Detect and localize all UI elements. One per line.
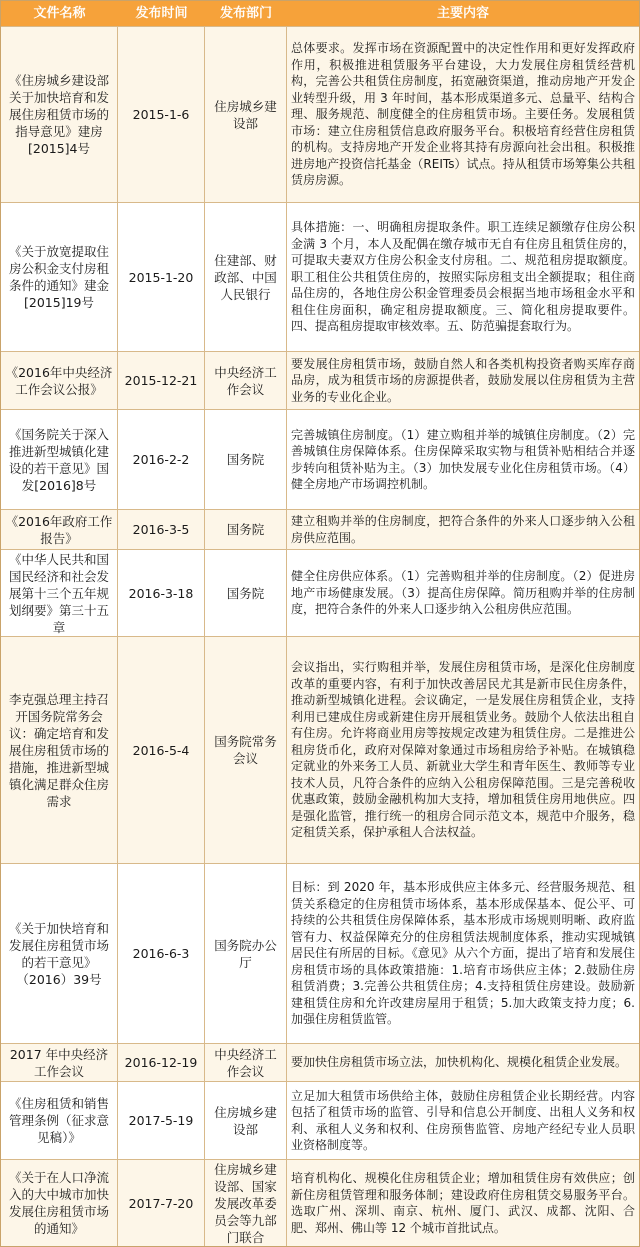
department-cell: 住房城乡建设部 [205, 1082, 287, 1159]
table-row [1, 26, 639, 202]
table-row [1, 1159, 639, 1246]
table-row [1, 549, 639, 636]
table-row [1, 509, 639, 549]
table-row [1, 1081, 639, 1159]
date-cell: 2015-12-21 [118, 352, 205, 409]
content-cell [287, 410, 639, 509]
date-cell: 2016-3-5 [118, 510, 205, 549]
file-name-cell: 2017 年中央经济工作会议 [1, 1044, 118, 1081]
file-name-cell: 《住房租赁和销售管理条例（征求意见稿）》 [1, 1082, 118, 1159]
content-cell [287, 1160, 639, 1246]
department-cell: 国务院 [205, 410, 287, 509]
date-cell: 2016-12-19 [118, 1044, 205, 1081]
content-cell [287, 352, 639, 409]
file-name-cell: 《2016年中央经济工作会议公报》 [1, 352, 118, 409]
department-cell: 国务院常务会议 [205, 637, 287, 863]
header-file-name: 文件名称 [33, 6, 86, 21]
date-cell: 2015-1-6 [118, 27, 205, 202]
content-text: 会议指出，实行购租并举，发展住房租赁市场，是深化住房制度改革的重要内容，有利于加快改善居民尤其是新市民住房条件，推动新型城镇化进程。会议确定，一是发展住房租赁企业，支持利用已建成住房或新建住房开展租赁业务。鼓励个人依法出租自有住房。允许将商业用房等按规定改建为租赁住房。二是推进公租房货币化，政府对保障对象通过市场租房给予补贴。在城镇稳定就业的外来务工人员、新就业大学生和青年医生、教师等专业技术人员，凡符合条件的应纳入公租房保障范围。三是完善税收优惠政策，鼓励金融机构加大支持，增加租赁住房用地供应。四是强化监管，推行统一的租房合同示范文本，规范中介服务，稳定租赁关系，保护承租人合法权益。 [291, 660, 635, 840]
department-cell: 国务院 [205, 510, 287, 549]
file-name-cell: 李克强总理主持召开国务院常务会议：确定培育和发展住房租赁市场的措施，推进新型城镇化满足群众住房需求 [1, 637, 118, 863]
table-row [1, 636, 639, 863]
content-text: 总体要求。发挥市场在资源配置中的决定性作用和更好发挥政府作用，积极推进租赁服务平台建设，大力发展住房租赁经营机构，完善公共租赁住房制度，拓宽融资渠道，推动房地产开发企业转型升级，用 3 年时间，基本形成渠道多元、总量平、结构合理、服务规范、制度健全的住房租赁市场。主要任务。发展租赁市场：建立住房租赁信息政府服务平台。积极培育经营住房租赁的机构。支持房地产开发企业将其持有房源向社会出租。积极推进房地产投资信托基金（REITs）试点。持从租赁市场筹集公共租赁房房源。 [291, 41, 635, 188]
content-cell [287, 864, 639, 1043]
content-cell [287, 550, 639, 636]
content-text: 健全住房供应体系。（1）完善购租并举的住房制度。（2）促进房地产市场健康发展。（3）提高住房保障。简历租购并举的住房制度，把符合条件的外来人口逐步纳入公租房供应范围。 [291, 569, 635, 617]
content-text: 建立租购并举的住房制度，把符合条件的外来人口逐步纳入公租房供应范围。 [291, 514, 635, 545]
file-name-cell: 《国务院关于深入推进新型城镇化建设的若干意见》国发[2016]8号 [1, 410, 118, 509]
date-cell: 2016-3-18 [118, 550, 205, 636]
department-cell: 国务院 [205, 550, 287, 636]
department-cell: 中央经济工作会议 [205, 352, 287, 409]
content-cell [287, 510, 639, 549]
file-name-cell: 《中华人民共和国国民经济和社会发展第十三个五年规划纲要》第三十五章 [1, 550, 118, 636]
header-release-date: 发布时间 [135, 6, 188, 21]
date-cell: 2016-5-4 [118, 637, 205, 863]
file-name-cell: 《关于加快培育和发展住房租赁市场的若干意见》（2016）39号 [1, 864, 118, 1043]
date-cell: 2015-1-20 [118, 203, 205, 351]
content-text: 培育机构化、规模化住房租赁企业；增加租赁住房有效供应；创新住房租赁管理和服务体制；建设政府住房租赁交易服务平台。选取广州、深圳、南京、杭州、厦门、武汉、成都、沈阳、合肥、郑州、佛山等 12 个城市首批试点。 [291, 1171, 635, 1235]
header-department: 发布部门 [219, 6, 272, 21]
content-text: 要发展住房租赁市场，鼓励自然人和各类机构投资者购买库存商品房，成为租赁市场的房源提供者，鼓励发展以住房租赁为主营业务的专业化企业。 [291, 356, 635, 404]
content-cell [287, 1082, 639, 1159]
date-cell: 2016-2-2 [118, 410, 205, 509]
content-text: 具体措施：一、明确租房提取条件。职工连续足额缴存住房公积金满 3 个月，本人及配偶在缴存城市无自有住房且租赁住房的，可提取夫妻双方住房公积金支付房租。二、规范租房提取额度。职工租住公共租赁住房的，按照实际房租支出全额提取；租住商品住房的，各地住房公积金管理委员会根据当地市场租金水平和租住住房面积，确定租房提取额度。三、简化租房提取要件。四、提高租房提取审核效率。五、防范骗提套取行为。 [291, 220, 635, 334]
date-cell: 2017-5-19 [118, 1082, 205, 1159]
file-name-cell: 《住房城乡建设部关于加快培育和发展住房租赁市场的指导意见》建房[2015]4号 [1, 27, 118, 202]
file-name-cell: 《关于在人口净流入的大中城市加快发展住房租赁市场的通知》 [1, 1160, 118, 1246]
department-cell: 住房城乡建设部 [205, 27, 287, 202]
content-text: 立足加大租赁市场供给主体，鼓励住房租赁企业长期经营。内容包括了租赁市场的监管、引导和信息公开制度、出租人义务和权利、承租人义务和权利、住房预售监管、房地产经纪专业人员职业资格制度等。 [291, 1088, 635, 1152]
department-cell: 住建部、财政部、中国人民银行 [205, 203, 287, 351]
content-cell [287, 27, 639, 202]
file-name-cell: 《2016年政府工作报告》 [1, 510, 118, 549]
table-row [1, 202, 639, 351]
content-text: 目标：到 2020 年，基本形成供应主体多元、经营服务规范、租赁关系稳定的住房租赁市场体系，基本形成保基本、促公平、可持续的公共租赁住房保障体系，基本形成市场规则明晰、政府监管有力、权益保障充分的住房租赁法规制度体系，推动实现城镇居民住有所居的目标。《意见》从六个方面，提出了培育和发展住房租赁市场的具体政策措施：1.培育市场供应主体；2.鼓励住房租赁消费；3.完善公共租赁住房；4.支持租赁住房建设。鼓励新建租赁住房和允许改建房屋用于租赁；5.加大政策支持力度；6.加强住房租赁监管。 [291, 880, 635, 1027]
content-text: 要加快住房租赁市场立法，加快机构化、规模化租赁企业发展。 [291, 1055, 628, 1070]
date-cell: 2017-7-20 [118, 1160, 205, 1246]
department-cell: 住房城乡建设部、国家发展改革委员会等九部门联合 [205, 1160, 287, 1246]
content-cell [287, 1044, 639, 1081]
content-text: 完善城镇住房制度。（1）建立购租并举的城镇住房制度。（2）完善城镇住房保障体系。住房保障采取实物与租赁补贴相结合并逐步转向租赁补贴为主。（3）加快发展专业化住房租赁市场。（4）健全房地产市场调控机制。 [291, 427, 635, 491]
table-row [1, 863, 639, 1043]
table-row [1, 351, 639, 409]
content-cell [287, 203, 639, 351]
date-cell: 2016-6-3 [118, 864, 205, 1043]
table-row [1, 1043, 639, 1081]
table-header [1, 1, 639, 26]
content-cell [287, 637, 639, 863]
table-row [1, 409, 639, 509]
department-cell: 中央经济工作会议 [205, 1044, 287, 1081]
header-main-content: 主要内容 [436, 6, 489, 21]
department-cell: 国务院办公厅 [205, 864, 287, 1043]
file-name-cell: 《关于放宽提取住房公积金支付房租条件的通知》建金[2015]19号 [1, 203, 118, 351]
